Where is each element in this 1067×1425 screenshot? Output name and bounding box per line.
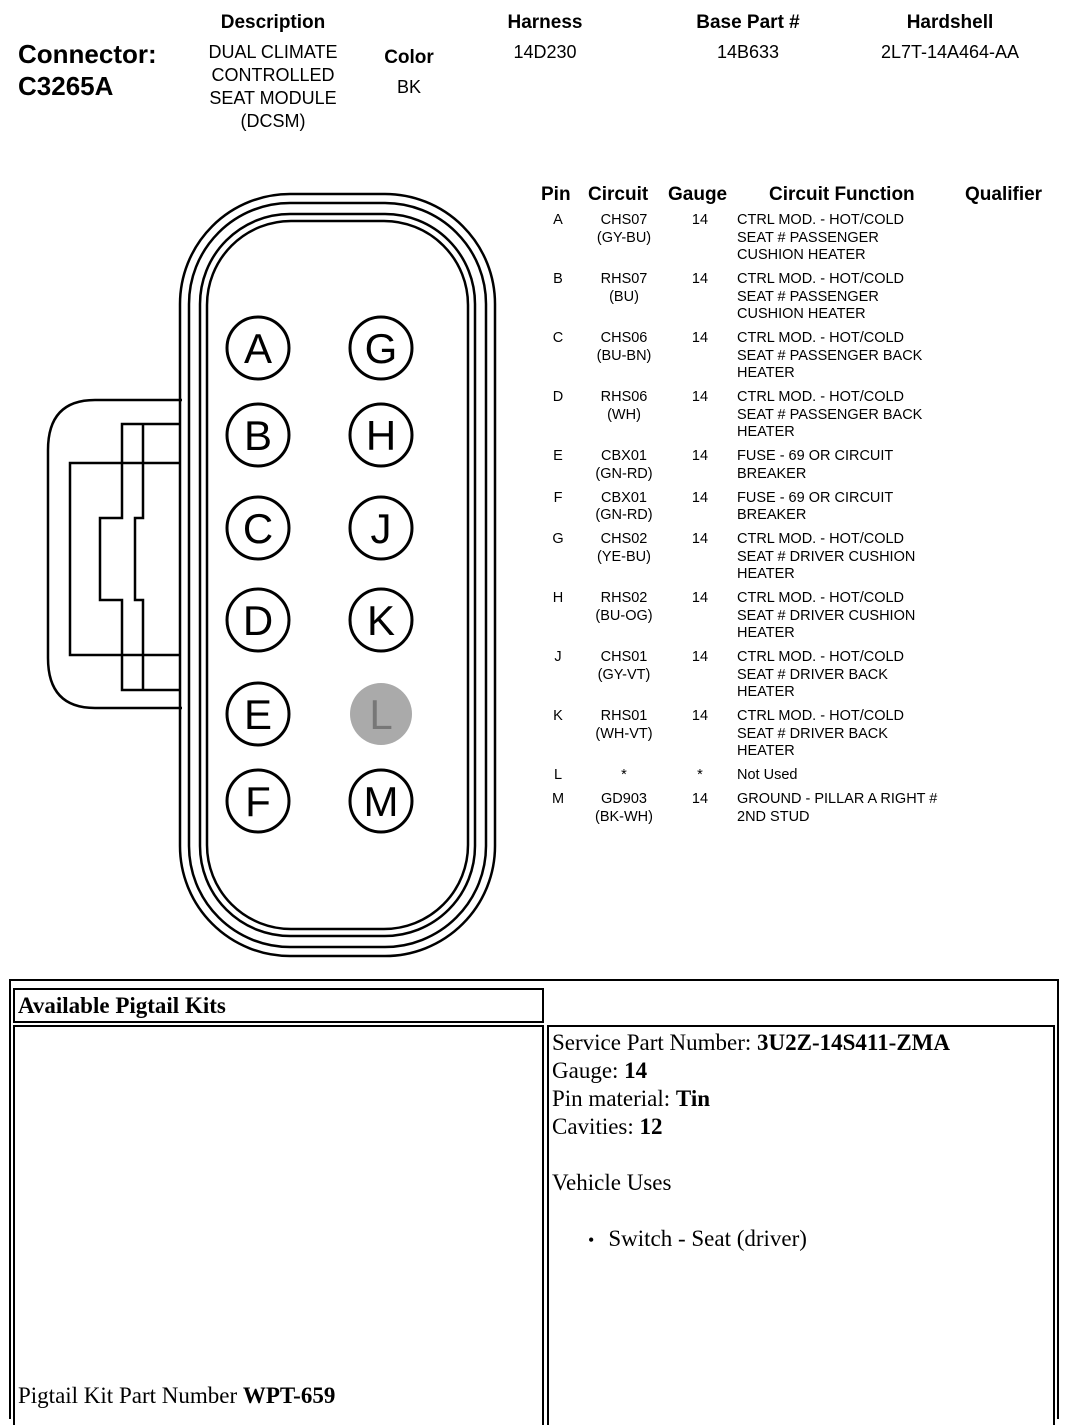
- pin-id: C: [552, 330, 564, 346]
- pin-b: [227, 404, 289, 466]
- pin-circuit: [576, 531, 672, 566]
- pin-function-line: CTRL MOD. - HOT/COLD: [737, 708, 905, 724]
- description-value: [183, 41, 363, 133]
- pin-j: [350, 497, 412, 559]
- housing-outer-outline: [180, 194, 495, 956]
- pin-circuit-line: (GY-BU): [596, 229, 652, 246]
- pin-circuit-line: (BU): [609, 288, 639, 305]
- pin-circuit-line: CHS01: [600, 649, 648, 665]
- hardshell-value: 2L7T-14A464-AA: [880, 42, 1020, 62]
- pin-circuit-line: (YE-BU): [597, 548, 651, 565]
- pin-circuit-function: [737, 791, 977, 826]
- service-part-value: 3U2Z-14S411-ZMA: [757, 1030, 950, 1055]
- pin-circuit-line: RHS01: [600, 708, 648, 724]
- pin-circuit-line: GD903: [601, 791, 647, 807]
- pin-circuit-function: [737, 649, 977, 702]
- pin-circuit-line: (BU-BN): [596, 347, 652, 364]
- pin-k: [350, 589, 412, 651]
- connector-diagram: [0, 180, 520, 970]
- bullet-icon: •: [588, 1230, 595, 1250]
- pin-label-a: A: [243, 325, 273, 372]
- pin-circuit-function: [737, 767, 977, 785]
- pin-circuit-line: (BU-OG): [595, 607, 653, 624]
- description-line: CONTROLLED: [211, 65, 335, 85]
- pigtail-kit-label: Pigtail Kit Part Number: [18, 1383, 238, 1408]
- pin-circuit-function: [737, 708, 977, 761]
- pin-id: H: [552, 590, 564, 606]
- pin-id: K: [553, 708, 563, 724]
- pin-label-k: K: [366, 597, 396, 644]
- pin-function-line: SEAT # PASSENGER: [737, 288, 879, 305]
- harness-label: Harness: [507, 12, 583, 33]
- pin-circuit: [576, 389, 672, 424]
- pin-function-line: SEAT # PASSENGER BACK: [737, 347, 923, 364]
- pin-function-line: FUSE - 69 OR CIRCUIT: [737, 489, 894, 506]
- pin-label-h: H: [365, 412, 397, 459]
- pin-gauge: 14: [691, 791, 709, 807]
- pigtail-kit-cell: [13, 1025, 544, 1425]
- pin-circuit-function: [737, 389, 977, 442]
- pin-circuit: [576, 649, 672, 684]
- pin-id: A: [553, 212, 563, 228]
- pin-circuit-line: (GN-RD): [595, 465, 653, 482]
- pin-circuit-line: (GY-VT): [597, 666, 651, 683]
- pin-id: F: [553, 489, 563, 506]
- pigtail-title-cell: [13, 988, 544, 1023]
- pin-circuit-line: RHS07: [600, 271, 648, 287]
- pin-circuit-function: [737, 212, 977, 265]
- pin-gauge: 14: [691, 590, 709, 606]
- description-label: Description: [220, 12, 326, 33]
- vehicle-uses-label: Vehicle Uses: [552, 1170, 672, 1195]
- pin-circuit: [576, 791, 672, 826]
- pin-material-line: [552, 1085, 950, 1113]
- description-line: DUAL CLIMATE: [208, 42, 338, 62]
- vehicle-use-text: Switch - Seat (driver): [608, 1226, 807, 1251]
- pin-gauge: 14: [691, 271, 709, 287]
- pin-circuit: [576, 271, 672, 306]
- pin-function-line: BREAKER: [737, 507, 807, 523]
- pin-function-line: CTRL MOD. - HOT/COLD: [737, 649, 905, 665]
- latch-outer-outline: [48, 400, 182, 708]
- pin-function-line: 2ND STUD: [737, 808, 810, 825]
- pin-function-line: SEAT # DRIVER CUSHION: [737, 607, 916, 624]
- pin-circuit: [576, 708, 672, 743]
- pin-function-line: SEAT # DRIVER CUSHION: [737, 548, 916, 565]
- pin-h: [350, 404, 412, 466]
- pin-function-line: HEATER: [737, 625, 795, 641]
- gauge-value: 14: [624, 1058, 648, 1083]
- pin-function-line: CUSHION HEATER: [737, 247, 866, 263]
- pin-circuit: [576, 590, 672, 625]
- header-gauge: Gauge: [668, 184, 728, 205]
- description-line: (DCSM): [240, 111, 306, 131]
- pin-function-line: SEAT # DRIVER BACK: [737, 725, 888, 742]
- pin-circuit-line: CBX01: [601, 489, 647, 506]
- pin-circuit-line: (BK-WH): [595, 808, 653, 825]
- pin-function-line: CTRL MOD. - HOT/COLD: [737, 389, 905, 405]
- pin-f: [227, 770, 289, 832]
- pin-circuit-line: *: [621, 767, 627, 783]
- pin-label-m: M: [363, 778, 399, 825]
- hardshell-label: Hardshell: [906, 12, 994, 33]
- service-part-line: [552, 1029, 950, 1057]
- pin-circuit-line: (WH-VT): [595, 725, 653, 742]
- pin-gauge: *: [697, 767, 703, 783]
- pin-label-d: D: [242, 597, 274, 644]
- pin-label-j: J: [370, 505, 392, 552]
- pin-c: [227, 497, 289, 559]
- description-line: SEAT MODULE: [209, 88, 337, 108]
- pin-e: [227, 683, 289, 745]
- pin-circuit-function: [737, 590, 977, 643]
- pin-circuit-function: [737, 330, 977, 383]
- base-part-value: 14B633: [716, 42, 780, 62]
- pin-g: [350, 317, 412, 379]
- connector-title: [18, 38, 157, 102]
- harness-value: 14D230: [513, 42, 577, 62]
- vehicle-uses-list: [588, 1225, 950, 1254]
- pin-circuit-line: CBX01: [601, 448, 647, 464]
- pin-gauge: 14: [691, 330, 709, 346]
- pin-gauge: 14: [691, 531, 709, 547]
- pin-circuit: [576, 212, 672, 247]
- pin-circuit: [576, 490, 672, 525]
- pin-material-label: Pin material:: [552, 1086, 671, 1111]
- latch-inner-outline: [70, 463, 180, 655]
- service-part-label: Service Part Number:: [552, 1030, 752, 1055]
- pin-circuit-line: CHS07: [600, 212, 648, 228]
- color-label: Color: [384, 47, 434, 68]
- pin-id: D: [552, 389, 564, 405]
- pin-function-line: SEAT # PASSENGER: [737, 229, 879, 246]
- pin-label-e: E: [243, 691, 273, 738]
- pin-circuit-line: RHS06: [600, 389, 648, 405]
- pin-label-l: L: [369, 691, 393, 738]
- pin-function-line: CTRL MOD. - HOT/COLD: [737, 212, 905, 228]
- pin-gauge: 14: [691, 389, 709, 405]
- pin-function-line: HEATER: [737, 365, 795, 381]
- pin-function-line: FUSE - 69 OR CIRCUIT: [737, 448, 894, 464]
- pin-gauge: 14: [691, 212, 709, 228]
- pin-function-line: HEATER: [737, 424, 795, 440]
- pin-label-f: F: [245, 778, 271, 825]
- base-part-label: Base Part #: [696, 12, 800, 33]
- pin-circuit-function: [737, 271, 977, 324]
- pin-circuit-line: RHS02: [600, 590, 648, 606]
- pin-d: [227, 589, 289, 651]
- pin-circuit: [576, 448, 672, 483]
- pin-function-line: CTRL MOD. - HOT/COLD: [737, 271, 905, 287]
- pin-a: [227, 317, 289, 379]
- pin-l: [350, 683, 412, 745]
- pin-circuit-line: (WH): [607, 406, 641, 423]
- pin-id: E: [553, 448, 563, 464]
- cavities-line: [552, 1113, 950, 1141]
- color-value: BK: [396, 77, 421, 97]
- pin-circuit: [576, 767, 672, 785]
- header-qualifier: Qualifier: [965, 184, 1043, 205]
- pin-id: L: [553, 767, 563, 783]
- pin-gauge: 14: [691, 649, 709, 665]
- pin-circuit-function: [737, 490, 977, 525]
- pin-id: J: [554, 649, 562, 665]
- pin-function-line: CTRL MOD. - HOT/COLD: [737, 590, 905, 606]
- pin-label-b: B: [243, 412, 273, 459]
- gauge-line: [552, 1057, 950, 1085]
- pin-function-line: CUSHION HEATER: [737, 306, 866, 322]
- pigtail-kit-number: WPT-659: [242, 1383, 336, 1408]
- pin-label-g: G: [364, 325, 398, 372]
- pin-function-line: BREAKER: [737, 465, 807, 482]
- pin-gauge: 14: [691, 489, 709, 506]
- pin-label-c: C: [242, 505, 274, 552]
- pin-function-line: Not Used: [737, 767, 798, 783]
- pin-id: M: [551, 791, 565, 807]
- cavities-label: Cavities:: [552, 1114, 634, 1139]
- pin-id: B: [553, 271, 563, 287]
- housing-outline-2: [189, 203, 486, 947]
- pin-circuit-line: CHS02: [600, 531, 648, 547]
- cavities-value: 12: [639, 1114, 663, 1139]
- pin-circuit: [576, 330, 672, 365]
- pin-function-line: CTRL MOD. - HOT/COLD: [737, 531, 905, 547]
- pin-circuit-function: [737, 448, 977, 483]
- header-pin: Pin: [541, 184, 571, 205]
- pin-id: G: [552, 531, 564, 547]
- connector-label: Connector:: [18, 39, 157, 69]
- pin-function-line: HEATER: [737, 684, 795, 700]
- pigtail-details: [552, 1029, 950, 1254]
- connector-id: C3265A: [18, 71, 114, 101]
- vehicle-use-item: [588, 1225, 950, 1254]
- pin-gauge: 14: [691, 448, 709, 464]
- pigtail-title: Available Pigtail Kits: [18, 993, 226, 1018]
- pin-gauge: 14: [691, 708, 709, 724]
- header-circuit: Circuit: [588, 184, 649, 205]
- pin-material-value: Tin: [675, 1086, 711, 1111]
- pin-m: [350, 770, 412, 832]
- pin-function-line: SEAT # PASSENGER BACK: [737, 406, 923, 423]
- pigtail-details-cell: [547, 1025, 1055, 1425]
- gauge-label: Gauge:: [552, 1058, 619, 1083]
- pin-function-line: SEAT # DRIVER BACK: [737, 666, 888, 683]
- pin-function-line: GROUND - PILLAR A RIGHT #: [737, 791, 938, 807]
- pin-circuit-line: CHS06: [600, 330, 648, 346]
- header-circuit-function: Circuit Function: [769, 184, 915, 205]
- pin-function-line: HEATER: [737, 566, 795, 582]
- pin-circuit-line: (GN-RD): [595, 507, 653, 523]
- pin-function-line: HEATER: [737, 743, 795, 759]
- pigtail-kit-number-line: [18, 1382, 335, 1410]
- pin-circuit-function: [737, 531, 977, 584]
- pin-function-line: CTRL MOD. - HOT/COLD: [737, 330, 905, 346]
